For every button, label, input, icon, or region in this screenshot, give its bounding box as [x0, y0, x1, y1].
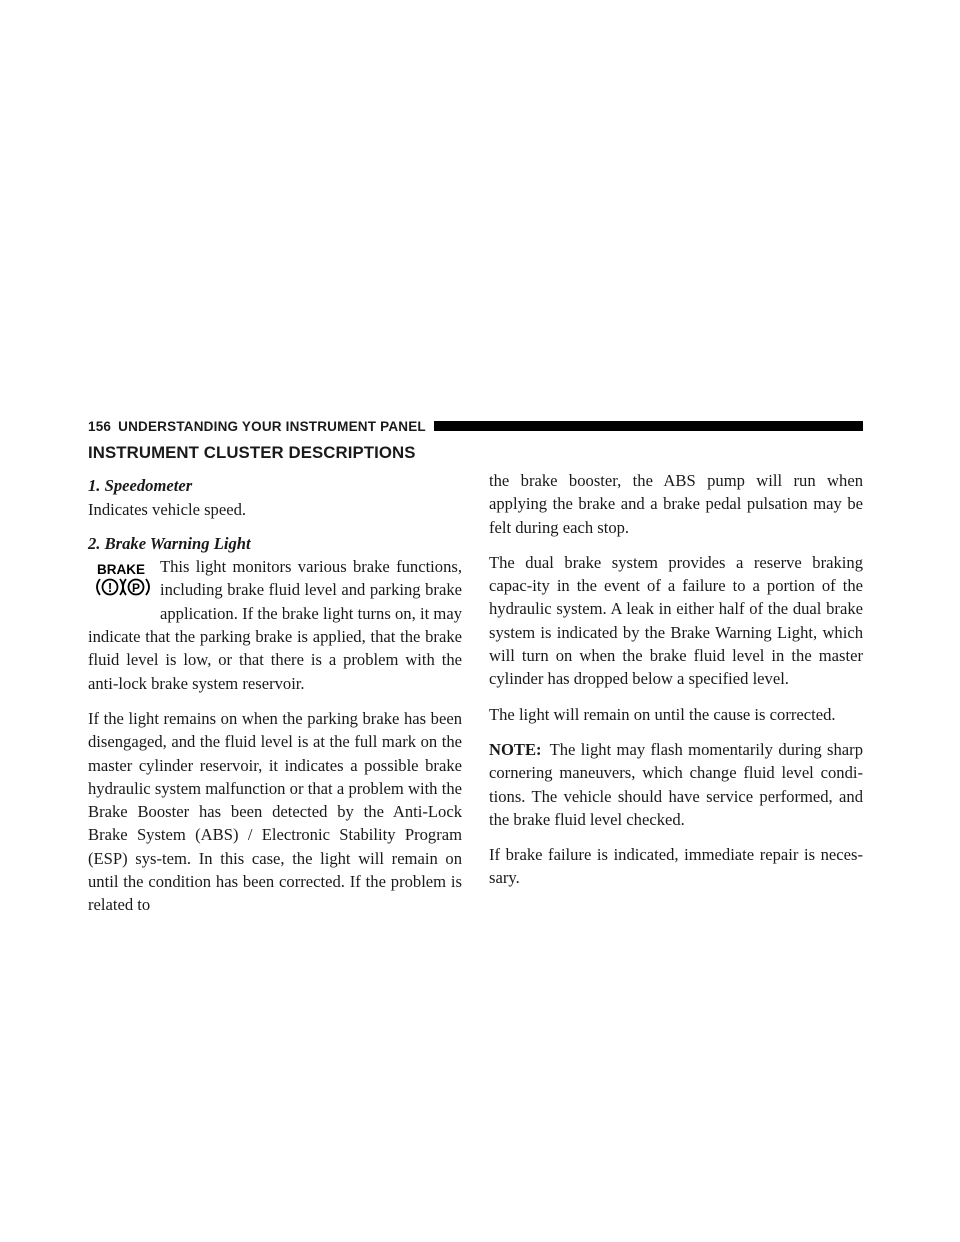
section-title: UNDERSTANDING YOUR INSTRUMENT PANEL [118, 418, 426, 434]
para-dual-brake: The dual brake system provides a reserve braking capac-ity in the event of a failure to a portion of the hydraulic system. A leak in either half of the dual brake system is indicated by the Brake Warning Light, which will turn on when the brake fluid level in the master cylinder has dropped below a specified level. [489, 552, 863, 689]
note-text: The light may flash momentarily during sharp cornering maneuvers, which change fluid level condi-tions. The vehicle should have service performed, and the brake fluid level checked. [489, 739, 863, 829]
brake-icon-symbol-p: P [131, 581, 141, 596]
brake-warning-block [88, 555, 462, 695]
brake-warning-icon [90, 561, 152, 607]
para-failure: If brake failure is indicated, immediate repair is neces-sary. [489, 845, 863, 888]
brake-warning-text: This light monitors various brake functions, including brake fluid level and parking brake application. If the brake light turns on, it may indicate that the parking brake is applied, that the brake fluid level is low, or that there is a problem with the anti-lock brake system reservoir. [88, 557, 462, 693]
brake-warning-title: 2. Brake Warning Light [88, 533, 251, 553]
page-heading: INSTRUMENT CLUSTER DESCRIPTIONS [88, 443, 416, 462]
page-header [88, 417, 863, 435]
speedometer-text: Indicates vehicle speed. [88, 499, 247, 519]
note-label: NOTE: [489, 739, 542, 759]
brake-icon-label: BRAKE [96, 562, 146, 578]
para-remain-on: The light will remain on until the cause is corrected. [489, 704, 836, 724]
para-booster: the brake booster, the ABS pump will run when applying the brake and a brake pedal pulsation may be felt during each stop. [489, 471, 863, 537]
para-light-remains: If the light remains on when the parking brake has been disengaged, and the fluid level is at the full mark on the master cylinder reservoir, it indicates a possible brake hydraulic system malfunction or that a problem with the Brake Booster has been detected by the Anti-Lock Brake System (ABS) / Electronic Stability Program (ESP) sys-tem. In this case, the light will remain on until the condition has been corrected. If the problem is related to [88, 708, 462, 915]
brake-icon-symbol-exclamation: ! [107, 580, 113, 596]
left-column [88, 438, 462, 929]
speedometer-title: 1. Speedometer [88, 476, 193, 496]
header-rule [434, 421, 863, 431]
page-number: 156 [88, 418, 112, 434]
right-column [489, 469, 863, 902]
note-paragraph [489, 738, 863, 831]
